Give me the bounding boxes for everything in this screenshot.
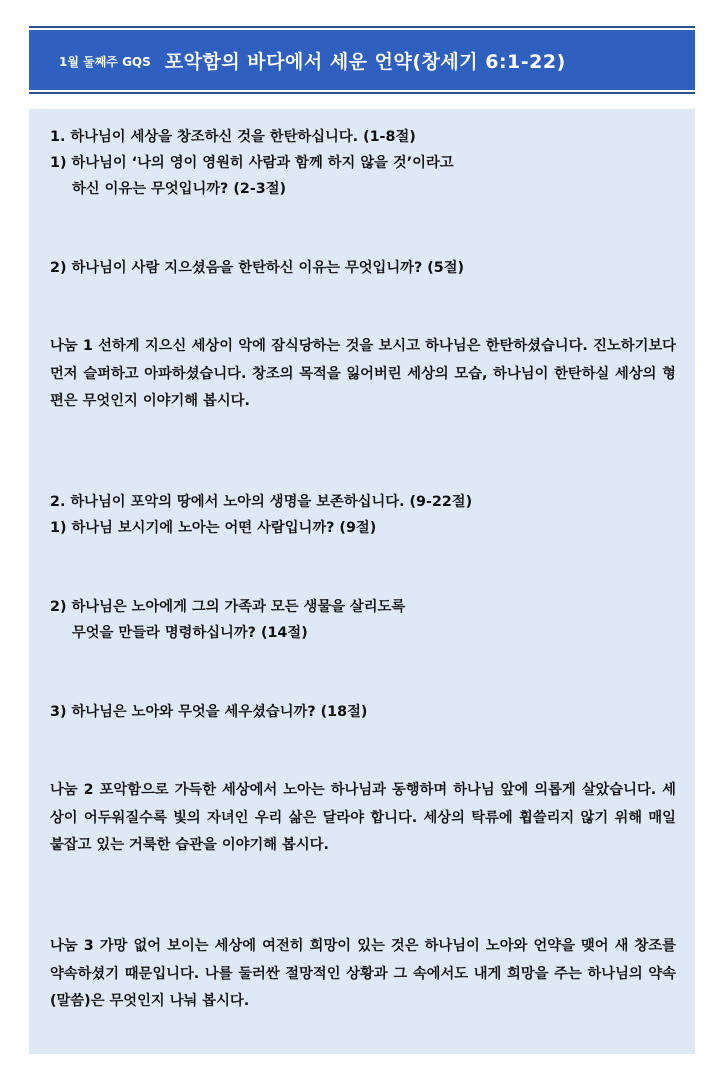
share3-paragraph: 나눔 3 가망 없어 보이는 세상에 여전히 희망이 있는 것은 하나님이 노아와 언약을 맺어 새 창조를 약속하셨기 때문입니다. 나를 둘러싼 절망적인 상황과 그 속에서도 내게 희망을 주는 하나님의 약속(말씀)은 무엇인지 나눠 봅시다. bbox=[50, 938, 676, 1009]
share2-paragraph: 나눔 2 포악함으로 가득한 세상에서 노아는 하나님과 동행하며 하나님 앞에 의롭게 살았습니다. 세상이 어두워질수록 빛의 자녀인 우리 삶은 달라야 합니다. 세상의 탁류에 휩쓸리지 않기 위해 매일 붙잡고 있는 거룩한 습관을 이야기해 봅시다. bbox=[50, 782, 676, 853]
section1-question1-line2: 하신 이유는 무엇입니까? (2-3절) bbox=[72, 181, 287, 197]
section2-question2-line1: 2) 하나님은 노아에게 그의 가족과 모든 생물을 살리도록 bbox=[50, 599, 406, 615]
section2-question3: 3) 하나님은 노아와 무엇을 세우셨습니까? (18절) bbox=[50, 704, 368, 720]
section2-heading: 2. 하나님이 포악의 땅에서 노아의 생명을 보존하십니다. (9-22절) bbox=[50, 494, 473, 510]
section1-question1-line1: 1) 하나님이 ‘나의 영이 영원히 사람과 함께 하지 않을 것’이라고 bbox=[50, 155, 454, 171]
section1-question2: 2) 하나님이 사람 지으셨음을 한탄하신 이유는 무엇입니까? (5절) bbox=[50, 260, 465, 276]
content-panel bbox=[29, 109, 695, 1054]
section1-heading: 1. 하나님이 세상을 창조하신 것을 한탄하십니다. (1-8절) bbox=[50, 129, 416, 145]
page-header bbox=[29, 30, 695, 90]
page-title: 포악함의 바다에서 세운 언약(창세기 6:1-22) bbox=[164, 50, 566, 73]
header-bottom-rule bbox=[29, 92, 695, 94]
share1-paragraph: 나눔 1 선하게 지으신 세상이 악에 잠식당하는 것을 보시고 하나님은 한탄하셨습니다. 진노하기보다 먼저 슬퍼하고 아파하셨습니다. 창조의 목적을 잃어버린 세상의 모습, 하나님이 한탄하실 세상의 형편은 무엇인지 이야기해 봅시다. bbox=[50, 338, 676, 409]
week-label: 1월 둘째주 GQS bbox=[59, 54, 151, 69]
section2-question1: 1) 하나님 보시기에 노아는 어떤 사람입니까? (9절) bbox=[50, 520, 377, 536]
section2-question2-line2: 무엇을 만들라 명령하십니까? (14절) bbox=[72, 625, 308, 641]
header-top-rule bbox=[29, 26, 695, 28]
